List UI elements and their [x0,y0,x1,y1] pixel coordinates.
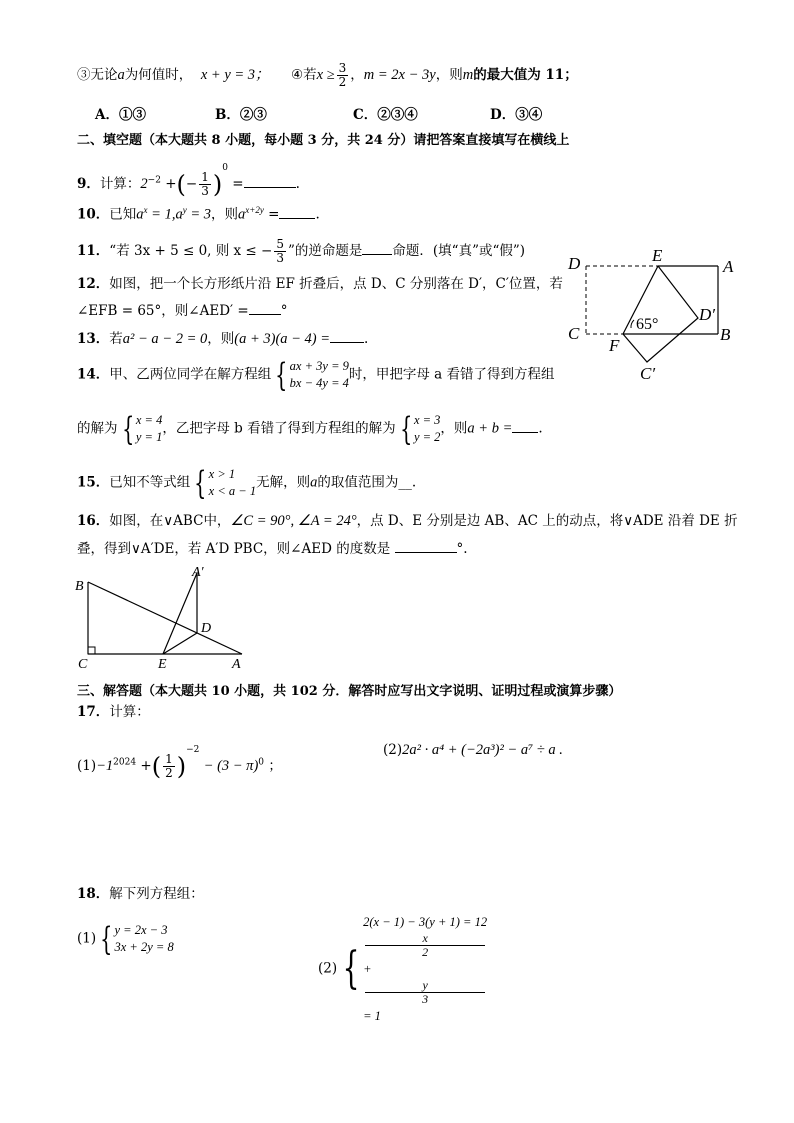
section-2-title: 二、填空题（本大题共 8 小题，每小题 3 分，共 24 分）请把答案直接填写在横线上 [77,133,570,148]
question-18-part1: (1) { y = 2x − 3 3x + 2y = 8 [77,920,174,958]
figure-triangle-fold [72,562,262,672]
label-a: A [723,257,734,276]
label-c: C [568,324,580,343]
question-14-line1: 14．甲、乙两位同学在解方程组 { ax + 3y = 9 bx − 4y = 4 时，甲把字母 a 看错了得到方程组 [77,356,555,394]
label-a-prime: A′ [192,565,204,580]
label-d-prime: D′ [699,305,715,324]
question-11: 11．“若 3x + 5 ≤ 0, 则 x ≤ − $\frac{5}{3}$ ”的逆命题是 命题．(填“真”或“假”) [77,237,526,265]
option-c: C．②③④ [353,107,418,123]
question-12-line2: ∠EFB = 65°，则∠AED′ = ° [77,300,287,321]
question-15: 15．已知不等式组 { x > 1 x < a − 1 无解，则a的取值范围为__. [77,464,417,502]
question-14-line2: 的解为 { x = 4 y = 1 ，乙把字母 b 看错了得到方程组的解为 { x = 3 y = 2 ，则a + b = . [77,410,543,448]
question-9: 9．计算：$2^{-2}$ +(− $\frac{1}{3}$ )$^0$ = . [77,163,300,199]
label-c-prime: C′ [640,364,656,383]
question-18: 18．解下列方程组： [77,886,204,902]
fraction: $\frac{3}{2}$ [338,61,347,89]
figure-folded-rectangle [560,245,740,385]
angle-arc [631,320,634,328]
label-angle-65: 65° [636,316,659,333]
question-18-part2: (2) { 2(x − 1) − 3(y + 1) = 12 x 2 + y 3 = 1 [318,915,488,1023]
question-17: 17．计算： [77,704,150,720]
folded-flap [623,266,698,362]
section-3-title: 三、解答题（本大题共 10 小题，共 102 分．解答时应写出文字说明、证明过程或演算步骤） [77,684,622,699]
right-angle-mark [88,647,95,654]
label-d: D [568,254,581,273]
label-a: A [232,657,241,672]
question-17-part2: (2)2a² · a⁴ + (−2a³)² − a⁷ ÷ a . [383,742,563,758]
label-b: B [75,579,84,594]
question-12-line1: 12．如图，把一个长方形纸片沿 EF 折叠后，点 D、C 分别落在 D′，C′位置，若 [77,276,563,292]
question-17-part1: $(1)-1^{2024}$ +( $\frac{1}{2}$ )$^{-2} - (3 - \pi)^0$ ； [77,745,282,781]
label-f: F [609,336,620,355]
question-10: 10．已知$a^x = 1,a^y = 3$，则$a^{x+2y}$ = . [77,205,320,223]
label-e: E [158,657,167,672]
option-a: A．①③ [95,107,146,123]
item-3-4-line: ③无论a为何值时， x + y = 3； ④若x ≥ $\frac{3}{2}$ ，m = 2x − 3y，则m的最大值为 11； [77,61,578,89]
option-d: D．③④ [490,107,543,123]
segment-a-prime-e [163,573,197,654]
label-e: E [652,246,663,265]
label-b: B [720,325,731,344]
option-b: B．②③ [215,107,267,123]
question-13: 13．若a² − a − 2 = 0，则(a + 3)(a − 4) = . [77,328,368,349]
question-16-line1: 16．如图，在∨ABC中，∠C = 90°, ∠A = 24°，点 D、E 分别是边 AB、AC 上的动点，将∨ADE 沿着 DE 折 [77,513,738,529]
side-ab [88,582,242,654]
label-d: D [201,621,212,636]
question-16-line2: 叠，得到∨A′DE，若 A′D PBC，则∠AED 的度数是 °. [77,538,468,559]
label-c: C [78,657,88,672]
segment-ed [163,633,197,654]
